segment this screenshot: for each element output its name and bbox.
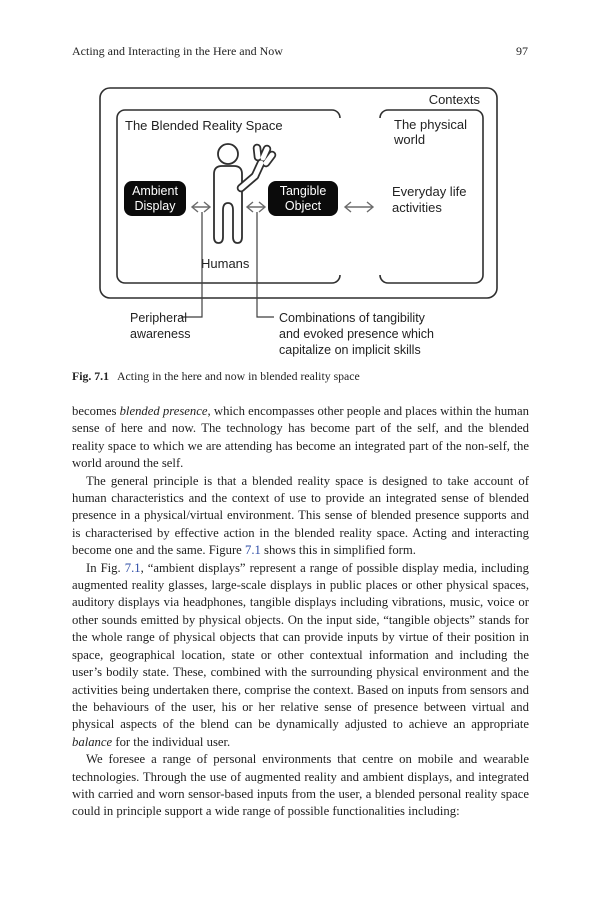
ambient-display-label-line2: Display bbox=[134, 199, 176, 213]
peripheral-connector-line bbox=[181, 212, 202, 317]
double-arrow-tangible-everyday-icon bbox=[345, 202, 373, 212]
italic-blended-presence: blended presence bbox=[119, 404, 208, 418]
human-figure-icon bbox=[214, 144, 272, 243]
peripheral-awareness-label-line2: awareness bbox=[130, 327, 191, 341]
tangible-object-label-line1: Tangible bbox=[279, 184, 327, 198]
double-arrow-ambient-human-icon bbox=[192, 202, 210, 212]
peripheral-awareness-label-line1: Peripheral bbox=[130, 311, 187, 325]
page-number: 97 bbox=[516, 44, 528, 58]
everyday-life-label-line1: Everyday life bbox=[392, 184, 467, 199]
paragraph-1-text: becomes bbox=[72, 404, 120, 418]
figure-caption-label: Fig. 7.1 bbox=[72, 369, 110, 383]
paragraph-3-text: In Fig. bbox=[86, 560, 125, 575]
body-text bbox=[72, 403, 529, 821]
running-title: Acting and Interacting in the Here and Now bbox=[72, 44, 283, 58]
paragraph-2-text: The general principle is that a blended reality space is designed to take account of human characteristics and the context of use to provide an integrated sense of blended presence in a physical/virtual environment. This sense of blended presence supports and is characterised by effective action in the blended reality space. Acting and interacting become one and the same. Figure bbox=[72, 473, 529, 558]
humans-label: Humans bbox=[201, 256, 250, 271]
paragraph-4-text: We foresee a range of personal environments that centre on mobile and wearable technologies. Through the use of augmented reality and ambient displays, and integrated with carried and worn sensor-based inputs from the user, a blended personal reality space could in principle support a wide range of possible functionalities including: bbox=[72, 752, 529, 819]
paragraph-1 bbox=[72, 403, 529, 473]
combinations-label-line1: Combinations of tangibility bbox=[279, 311, 425, 325]
contexts-label: Contexts bbox=[428, 92, 480, 107]
combinations-connector-line bbox=[257, 212, 274, 317]
blended-reality-space-label: The Blended Reality Space bbox=[125, 118, 283, 133]
italic-balance: balance bbox=[72, 734, 113, 749]
paragraph-4 bbox=[72, 751, 529, 821]
paragraph-2-text-cont: shows this in simplified form. bbox=[260, 543, 416, 558]
figure-7-1-link-2[interactable]: 7.1 bbox=[124, 560, 141, 575]
figure-7-1-diagram bbox=[95, 85, 505, 363]
paragraph-1-text-cont: , which encompasses other people and places within the human sense of here and now. The technology has become part of the self, and the blended reality space to which we are attending has become an integrated part of the non-self, the world around the self. bbox=[72, 404, 530, 471]
figure-7-1 bbox=[95, 85, 505, 363]
tangible-object-label-line2: Object bbox=[284, 199, 322, 213]
combinations-label-line2: and evoked presence which bbox=[279, 327, 434, 341]
physical-world-label-line1: The physical bbox=[394, 117, 467, 132]
paragraph-3 bbox=[72, 560, 529, 751]
paragraph-2 bbox=[72, 473, 529, 560]
double-arrow-human-tangible-icon bbox=[247, 202, 265, 212]
physical-world-label-line2: world bbox=[394, 132, 426, 147]
figure-caption-text: Acting in the here and now in blended reality space bbox=[117, 369, 360, 383]
paragraph-3-text-mid: , “ambient displays” represent a range of possible display media, including augmented reality glasses, large-scale displays in public places or other physical spaces, auditory displays via headphones, tangible displays including vibrations, music, voice or other sounds emitted by physical objects. On the input side, “tangible objects” stands for the whole range of physical objects that can provide inputs by virtue of their position in space, geographical location, state or other contextual information and including the user’s bodily state. These, combined with the surrounding physical environment and the activities being undertaken there, comprise the context. Based on inputs from sensors and the behaviours of the user, his or her relative sense of presence between virtual and physical aspects of the blend can be dynamically adjusted to achieve an appropriate bbox=[72, 560, 529, 732]
paragraph-3-text-cont: for the individual user. bbox=[112, 734, 231, 749]
everyday-life-label-line2: activities bbox=[392, 200, 442, 215]
figure-7-1-link[interactable]: 7.1 bbox=[245, 543, 261, 558]
running-head bbox=[72, 44, 528, 59]
combinations-label-line3: capitalize on implicit skills bbox=[279, 343, 421, 357]
figure-caption bbox=[72, 369, 528, 384]
ambient-display-label-line1: Ambient bbox=[132, 184, 178, 198]
